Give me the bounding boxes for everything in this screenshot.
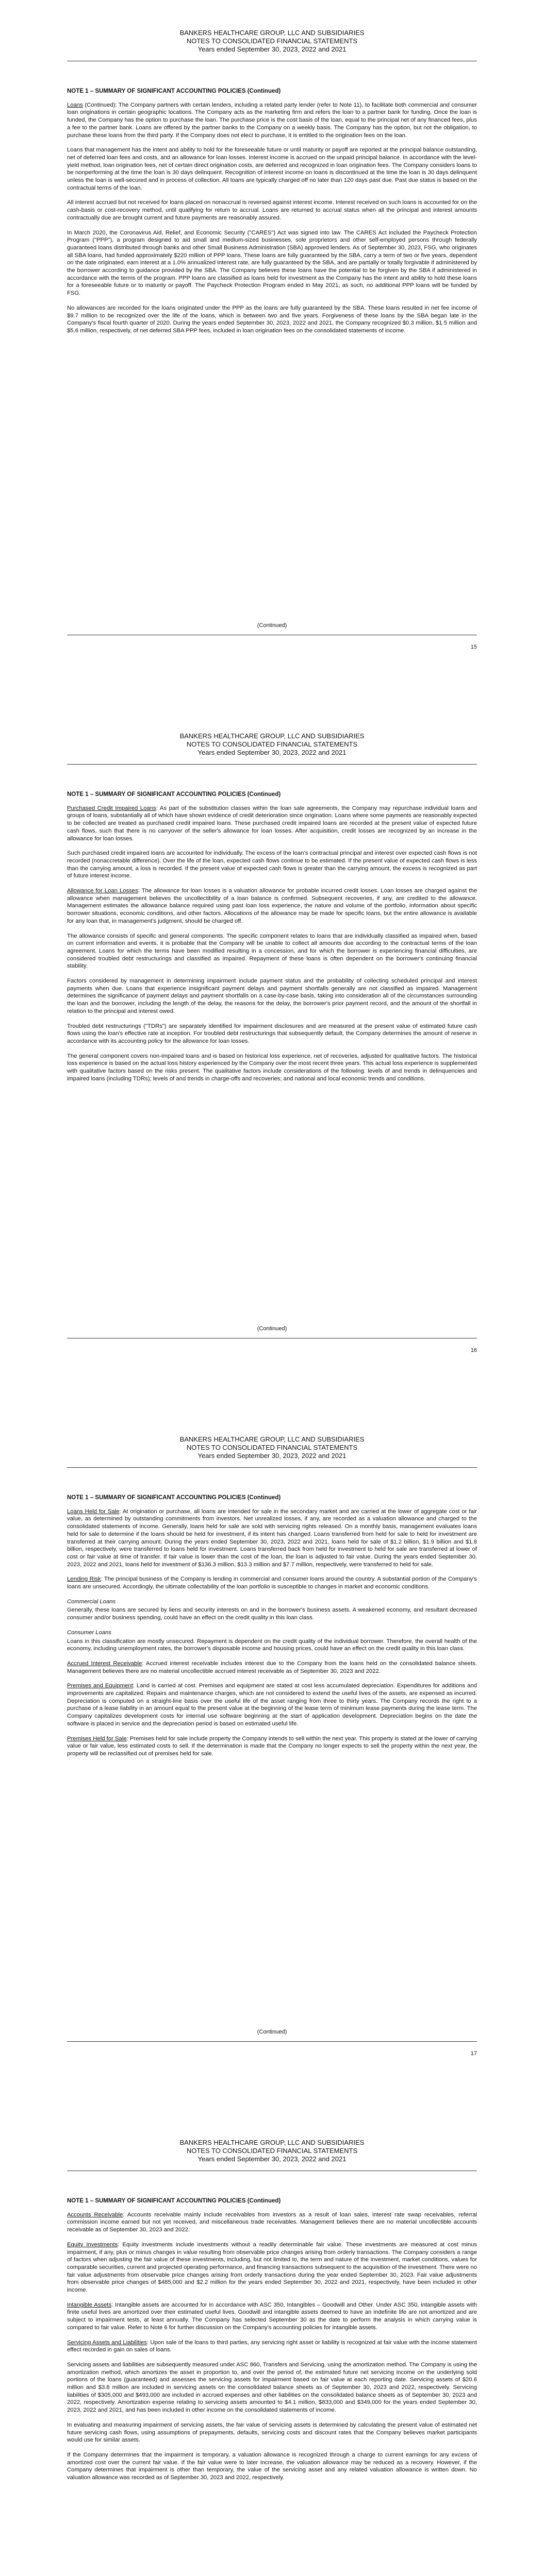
paragraph <box>67 101 477 140</box>
page-header <box>0 732 544 757</box>
paragraph-text: : Equity investments include investments without a readily determinable fair value. These investments are measured at cost minus impairment, if any, plus or minus changes in value resulting from observable price changes arising from orderly transactions. The Company considers a range of factors when adjusting the fair value of these investments, including, but not limited to, the term and nature of the investment, market conditions, values for comparable securities, current and projected operating performance, and financing transactions subsequent to the acquisition of the investment. There were no fair value adjustments from observable price changes arising from orderly transactions during the year ended September 30, 2023. Fair value adjustments from observable price changes of $485,000 and $2.2 million for the years ended September 30, 2022 and 2021, respectively, have been included in other income. <box>67 2241 477 2294</box>
statement-title: NOTES TO CONSOLIDATED FINANCIAL STATEMENTS <box>186 37 358 45</box>
statement-period: Years ended September 30, 2023, 2022 and 2021 <box>197 749 347 756</box>
continued-label: (Continued) <box>257 2029 287 2035</box>
paragraph-heading: Intangible Assets <box>67 2301 112 2308</box>
paragraph <box>67 887 477 925</box>
paragraph <box>67 2211 477 2234</box>
company-name: BANKERS HEALTHCARE GROUP, LLC AND SUBSIDIARIES <box>179 29 365 37</box>
paragraph-text: : Accrued interest receivable includes interest due to the Company from the loans held on the consolidated balance sheets. Management believes there are no material uncollectible accrued interest receivable as of September 30, 2023 and 2022. <box>67 1660 477 1674</box>
paragraph-heading: Servicing Assets and Liabilities <box>67 2339 147 2346</box>
statement-period: Years ended September 30, 2023, 2022 and 2021 <box>197 45 347 53</box>
document-page <box>0 703 544 1406</box>
note-body <box>67 88 477 342</box>
paragraph: Factors considered by management in determining impairment include payment status and the probability of collecting scheduled principal and interest payments when due. Loans that experience insignificant payment delays and payment shortfalls generally are not classified as impaired. Management determines the significance of payment delays and payment shortfalls on a case-by-case basis, taking into consideration all of the circumstances surrounding the loan and the borrower, including the length of the delay, the reasons for the delay, the borrower's prior payment record, and the amount of the shortfall in relation to the principal and interest owed. <box>67 978 477 1014</box>
document-page <box>0 1406 544 2110</box>
paragraph-heading: Lending Risk <box>67 1576 101 1583</box>
paragraph-heading: Equity Investments <box>67 2241 118 2248</box>
paragraph: All interest accrued but not received for loans placed on nonaccrual is reversed against interest income. Interest received on such loans is accounted for on the cash-basis or cost-recovery method, until qualifying for return to accrual. Loans are returned to accrual status when all the principal and interest amounts contractually due are brought current and future payments are reasonably assured. <box>67 199 477 221</box>
paragraph <box>67 2339 477 2354</box>
paragraph <box>67 1682 477 1727</box>
note-body <box>67 1494 477 1765</box>
paragraph-text: : Accounts receivable mainly include receivables from investors as a result of loan sales, interest rate swap receivables, referral commission income earned but not yet received, and miscellaneous trade receivables. Management believes there are no material uncollectible accounts receivable as of September 30, 2023 and 2022. <box>67 2211 477 2233</box>
paragraph-heading: Premises and Equipment <box>67 1683 133 1689</box>
paragraph: If the Company determines that the impairment is temporary, a valuation allowance is recognized through a charge to current earnings for any excess of amortized cost over the current fair value. If the fair value were to later increase, the valuation allowance may be reduced as a recovery. However, if the Company determines that impairment is other than temporary, the value of the servicing asset and any related valuation allowance is written down. No valuation allowance was recorded as of September 30, 2023 and 2022, respectively. <box>67 2451 477 2481</box>
section-title: NOTE 1 – SUMMARY OF SIGNIFICANT ACCOUNTING POLICIES (Continued) <box>67 88 281 94</box>
paragraph: Loans in this classification are mostly unsecured. Repayment is dependent on the credit quality of the individual borrower. Therefore, the overall health of the economy, including unemployment rates, the borrower's disposable income and housing prices, could have an effect on the credit quality in this loan class. <box>67 1638 477 1652</box>
document-page <box>0 2110 544 2576</box>
paragraph-heading: Accounts Receivable <box>67 2211 123 2218</box>
paragraph: Such purchased credit impaired loans are accounted for individually. The excess of the loan's contractual principal and interest over expected cash flows is not recorded (nonaccretable difference). Over the life of the loan, expected cash flows continue to be estimated. If the present value of expected cash flows is less than the carrying amount, a loss is recorded. If the present value of expected cash flows is greater than the carrying amount, the excess is recognized as part of future interest income. <box>67 850 477 879</box>
paragraph: In March 2020, the Coronavirus Aid, Relief, and Economic Security ("CARES") Act was signed into law. The CARES Act included the Paycheck Protection Program ("PPP"), a program designed to aid small and medium-sized businesses, sole proprietors and other self-employed persons through federally guaranteed loans distributed through banks and other Small Business Administration (SBA) approved lenders. As of September 30, 2023, FSG, who originates all SBA loans, had funded approximately $220 million of PPP loans. These loans are fully guaranteed by the SBA, carry a term of two or five years, dependent on the date originated, earn interest at a 1.0% annualized interest rate, are fully guaranteed by the SBA, and are partially or totally forgivable if administered by the borrower according to guidance provided by the SBA. The Company believes these loans have the potential to be forgiven by the SBA if administered in accordance with the terms of the program. PPP loans are classified as loans held for investment as the Company has the intent and ability to hold these loans for a foreseeable future or to maturity or payoff. The Paycheck Protection Program ended in May 2021, as such, no additional PPP loans will be funded by FSG. <box>67 229 477 297</box>
statement-title: NOTES TO CONSOLIDATED FINANCIAL STATEMENTS <box>186 1444 358 1451</box>
statement-title: NOTES TO CONSOLIDATED FINANCIAL STATEMENTS <box>186 740 358 748</box>
paragraph: Servicing assets and liabilities are subsequently measured under ASC 860, Transfers and Servicing, using the amortization method. The Company is using the amortization method, which amortizes the asset in proportion to, and over the period of, the estimated future net servicing income on the underlying sold portions of the loans (guaranteed) and assesses the servicing assets for impairment based on fair value at each reporting date. Servicing assets of $20.6 million and $3.8 million are included in servicing assets on the consolidated balance sheets as of September 30, 2023 and 2022, respectively. Servicing liabilities of $305,000 and $493,000 are included in accrued expenses and other liabilities on the consolidated balance sheets as of September 30, 2023 and 2022, respectively. Amortization expense relating to servicing assets amounted to $4.1 million, $833,000 and $349,000 for the years ended September 30, 2023, 2022 and 2021, and has been included in other income on the consolidated statements of income. <box>67 2361 477 2414</box>
paragraph-text: : Upon sale of the loans to third parties, any servicing right asset or liability is recognized at fair value with the income statement effect recorded in gain on sales of loans. <box>67 2339 477 2353</box>
company-name: BANKERS HEALTHCARE GROUP, LLC AND SUBSIDIARIES <box>179 2139 365 2146</box>
paragraph: Generally, these loans are secured by liens and security interests on and in the borrower's business assets. A weakened economy, and resultant decreased consumer and/or business spending, could have an effect on the credit quality in this loan class. <box>67 1607 477 1621</box>
section-title: NOTE 1 – SUMMARY OF SIGNIFICANT ACCOUNTING POLICIES (Continued) <box>67 1495 281 1501</box>
continued-label: (Continued) <box>257 622 287 629</box>
document-page <box>0 0 544 703</box>
page-number: 17 <box>470 2050 477 2057</box>
page-number: 15 <box>470 644 477 650</box>
paragraph <box>67 1508 477 1569</box>
paragraph: The allowance consists of specific and general components. The specific component relates to loans that are individually classified as impaired when, based on current information and events, it is probable that the Company will be unable to collect all amounts due according to the contractual terms of the loan agreement. Loans for which the terms have been modified resulting in a concession, and for which the borrower is experiencing financial difficulties, are considered troubled debt restructurings and classified as impaired. Repayment of these loans is often dependent on the borrower's continuing financial stability. <box>67 933 477 970</box>
paragraph-heading: Purchased Credit Impaired Loans <box>67 805 156 811</box>
header-divider <box>67 764 477 765</box>
paragraph-heading: Accrued Interest Receivable <box>67 1660 142 1667</box>
paragraph-heading: Loans <box>67 101 83 108</box>
paragraph-text: : Premises held for sale include property the Company intends to sell within the next year. This property is stated at the lower of carrying value or fair value, less estimated costs to sell. If the determination is made that the Company no longer expects to sell the property within the next year, the property will be reclassified out of premises held for sale. <box>67 1735 477 1757</box>
paragraph-text: : As part of the substitution classes within the loan sale agreements, the Company may repurchase individual loans and groups of loans, substantially all of which have shown evidence of credit deterioration since origination. Loans where some payments are reasonably expected to be collected are treated as purchased credit impaired loans. These purchased credit impaired loans are recorded at the present value of expected future cash flows, such that there is no carryover of the seller's allowance for loan losses. After acquisition, credit losses are recognized by an increase in the allowance for loan losses. <box>67 805 477 842</box>
paragraph <box>67 805 477 843</box>
statement-period: Years ended September 30, 2023, 2022 and 2021 <box>197 1452 347 1460</box>
paragraph-heading: Loans Held for Sale <box>67 1508 120 1515</box>
section-title: NOTE 1 – SUMMARY OF SIGNIFICANT ACCOUNTING POLICIES (Continued) <box>67 791 281 798</box>
paragraph-text: : The principal business of the Company is lending in commercial and consumer loans around the country. A substantial portion of the Company's loans are unsecured. Accordingly, the ultimate collectability of the loan portfolio is susceptible to changes in market and economic conditions. <box>67 1576 477 1590</box>
company-name: BANKERS HEALTHCARE GROUP, LLC AND SUBSIDIARIES <box>179 1435 365 1443</box>
paragraph-text: : Land is carried at cost. Premises and equipment are stated at cost less accumulated depreciation. Expenditures for additions and improvements are capitalized. Repairs and maintenance charges, which are not considered to extend the useful lives of the assets, are expensed as incurred. Depreciation is computed on a straight-line basis over the useful life of the asset ranging from three to thirty years. The Company records the right to a purchase of a lease liability in an amount equal to the present value at the beginning of the lease term of minimum lease payments during the lease term. The Company capitalizes development costs for internal use software beginning at the start of application development. Depreciation begins on the date the software is placed in service and the depreciation period is based on estimated useful life. <box>67 1683 477 1727</box>
paragraph-text: : At origination or purchase, all loans are intended for sale in the secondary market and are carried at the lower of aggregate cost or fair value, as determined by outstanding commitments from investors. Net unrealized losses, if any, are recorded as a valuation allowance and charged to the consolidated statements of income. Generally, loans held for sale are sold with servicing rights released. On a monthly basis, management evaluates loans held for sale to determine if the loans should be held for investment, if its intent has changed. Loans transferred from held for sale to held for investment are transferred at their carrying amount. During the years ended September 30, 2023, 2022 and 2021, loans held for sale of $1.2 billion, $1.9 billion and $1.8 billion, respectively, were transferred to loans held for investment. Loans transferred back from held for investment to held for sale are transferred at lower of cost or fair value at time of transfer. If fair value is lower than the cost of the loan, the loan is adjusted to fair value. During the years ended September 30, 2023, 2022 and 2021, loans held for investment of $136.3 million, $13.3 million and $7.7 million, respectively, were transferred to held for sale. <box>67 1508 477 1568</box>
subheading: Commercial Loans <box>67 1598 116 1605</box>
company-name: BANKERS HEALTHCARE GROUP, LLC AND SUBSIDIARIES <box>179 732 365 740</box>
page-header <box>0 29 544 54</box>
paragraph: The general component covers non-impaired loans and is based on historical loss experience, net of recoveries, adjusted for qualitative factors. The historical loss experience is based on the actual loss history experienced by the Company over the most recent three years. This actual loss experience is supplemented with qualitative factors based on the risks present. The qualitative factors include considerations of the following: levels of and trends in delinquencies and impaired loans (including TDRs); levels of and trends in charge-offs and recoveries; and national and local economic trends and conditions. <box>67 1053 477 1082</box>
paragraph <box>67 1575 477 1590</box>
paragraph <box>67 2241 477 2294</box>
page-number: 16 <box>470 1347 477 1353</box>
statement-title: NOTES TO CONSOLIDATED FINANCIAL STATEMENTS <box>186 2147 358 2155</box>
paragraph <box>67 1735 477 1758</box>
paragraph: In evaluating and measuring impairment of servicing assets, the fair value of servicing assets is determined by calculating the present value of estimated net future servicing cash flows, using assumptions of prepayments, defaults, servicing costs and discount rates that the Company believes market participants would use for similar assets. <box>67 2421 477 2444</box>
paragraph <box>67 2301 477 2332</box>
header-divider <box>67 1467 477 1468</box>
page-header <box>0 1435 544 1460</box>
note-body <box>67 791 477 1090</box>
paragraph-heading: Premises Held for Sale <box>67 1735 127 1742</box>
section-title: NOTE 1 – SUMMARY OF SIGNIFICANT ACCOUNTING POLICIES (Continued) <box>67 2198 281 2204</box>
paragraph-text: : Intangible assets are accounted for in accordance with ASC 350, Intangibles – Goodwill and Other. Under ASC 350, intangible assets with finite useful lives are amortized over their estimated useful lives. Goodwill and intangible assets deemed to have an indefinite life are not amortized and are subject to impairment tests, at least annually. The Company has selected September 30 as the date to perform the analysis in which carrying value is compared to fair value. Refer to Note 6 for further discussion on the Company's accounting policies for intangible assets. <box>67 2301 477 2331</box>
paragraph-heading: Allowance for Loan Losses <box>67 888 138 894</box>
note-body <box>67 2197 477 2489</box>
paragraph-text: : The allowance for loan losses is a valuation allowance for probable incurred credit losses. Loan losses are charged against the allowance when management believes the uncollectibility of a loan balance is confirmed. Subsequent recoveries, if any, are credited to the allowance. Management estimates the allowance balance required using past loan loss experience, the nature and volume of the portfolio, information about specific borrower situations, economic conditions, and other factors. Allocations of the allowance may be made for specific loans, but the entire allowance is available for any loan that, in management's judgment, should be charged off. <box>67 888 477 924</box>
paragraph: No allowances are recorded for the loans originated under the PPP as the loans are fully guaranteed by the SBA. These loans resulted in net fee income of $9.7 million to be recognized over the life of the loans, which is between two and five years. Forgiveness of these loans by the SBA began late in the Company's fiscal fourth quarter of 2020. During the years ended September 30, 2023, 2022 and 2021, the Company recognized $0.3 million, $1.5 million and $5.6 million, respectively, of net deferred SBA PPP fees, included in loan origination fees on the consolidated statements of income. <box>67 304 477 334</box>
continued-label: (Continued) <box>257 1326 287 1332</box>
paragraph <box>67 1660 477 1675</box>
paragraph-text: (Continued): The Company partners with certain lenders, including a related party lender (refer to Note 11), to facilitate both commercial and consumer loan originations in certain geographic locations. The Company acts as the marketing firm and refers the loan to a partner bank for funding. Once the loan is funded, the Company has the option to purchase the loan. The purchase price is the cost basis of the loan, equal to the principal net of any financed fees, plus a fee to the partner bank. Loans are offered by the partner banks to the Company on a weekly basis. The Company has the option, but not the obligation, to purchase these loans from the third party. If the Company does not elect to purchase, it is entitled to the origination fees on the loan. <box>67 101 477 139</box>
subheading: Consumer Loans <box>67 1629 112 1636</box>
statement-period: Years ended September 30, 2023, 2022 and 2021 <box>197 2155 347 2163</box>
page-header <box>0 2139 544 2163</box>
footer-divider <box>67 2041 477 2042</box>
paragraph: Loans that management has the intent and ability to hold for the foreseeable future or until maturity or payoff are reported at the principal balance outstanding, net of deferred loan fees and costs, and an allowance for loan losses. Interest income is accrued on the unpaid principal balance. In accordance with the level-yield method, loan origination fees, net of certain direct origination costs, are deferred and recognized in loan origination fees. The Company considers loans to be nonperforming at the time the loan is 30 days delinquent. Recognition of interest income on loans is discontinued at the time the loan is 30 days delinquent unless the loan is well-secured and in process of collection. All loans are typically charged off no later than 120 days past due. Past due status is based on the contractual terms of the loan. <box>67 147 477 191</box>
paragraph: Troubled debt restructurings ("TDRs") are separately identified for impairment disclosures and are measured at the present value of estimated future cash flows using the loan's effective rate at inception. For troubled debt restructurings that subsequently default, the Company determines the amount of reserve in accordance with its accounting policy for the allowance for loan losses. <box>67 1023 477 1044</box>
